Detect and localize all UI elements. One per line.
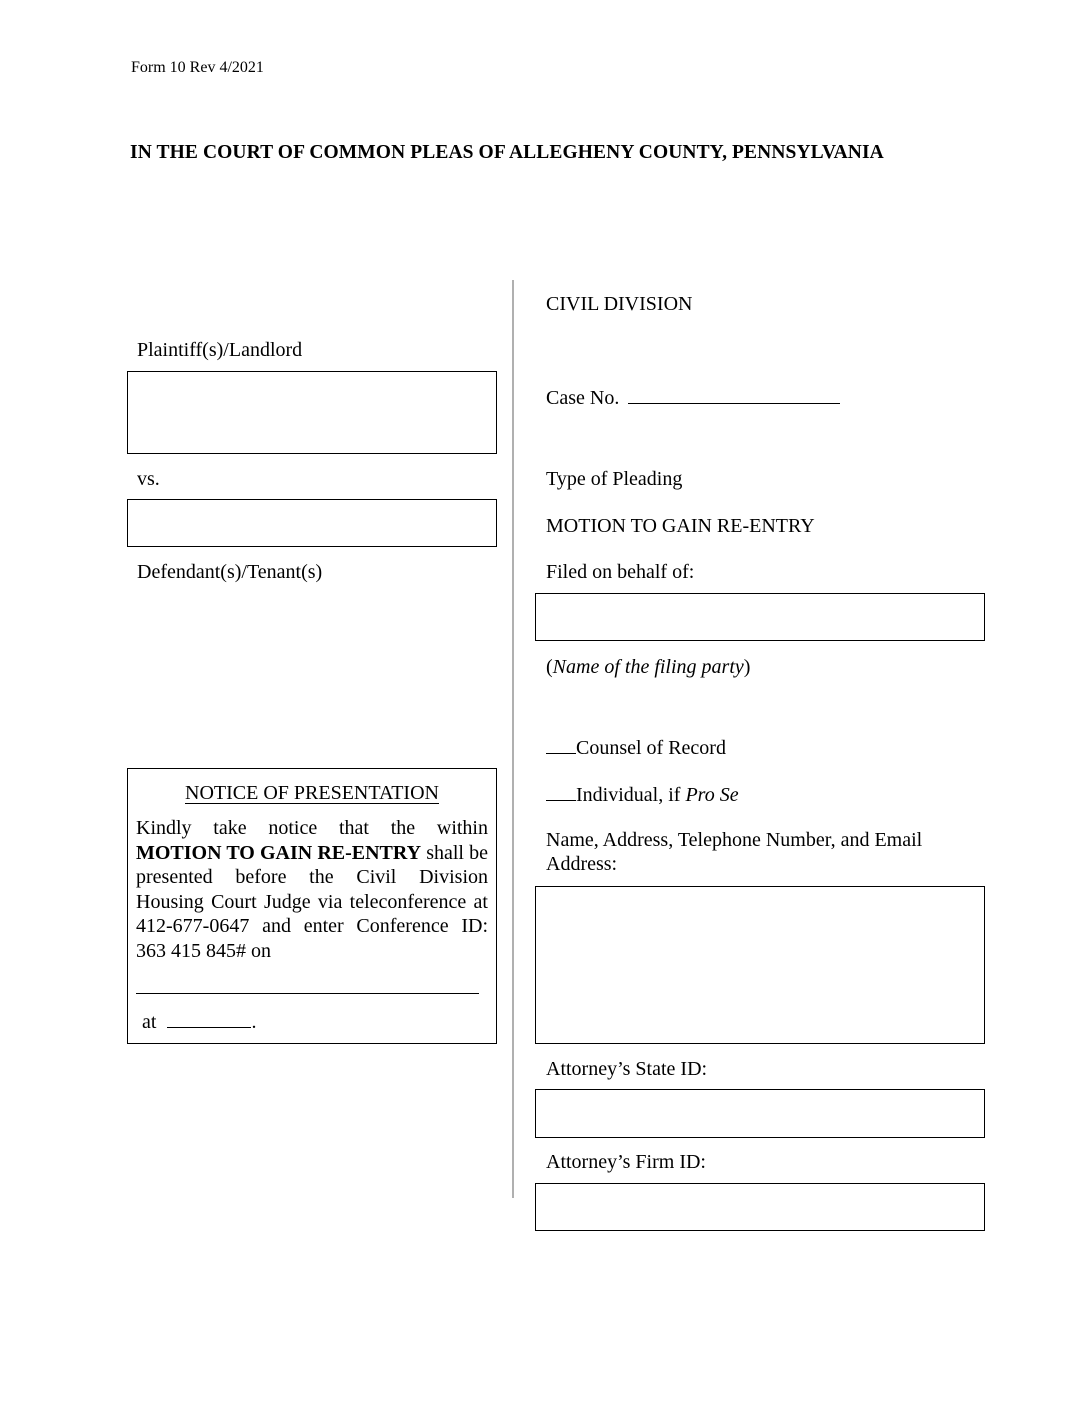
contact-info-label: Name, Address, Telephone Number, and Email Address: <box>546 829 923 875</box>
individual-pro-se-option[interactable] <box>546 782 739 807</box>
vs-label: vs. <box>137 468 160 490</box>
filed-on-behalf-label: Filed on behalf of: <box>546 561 695 583</box>
notice-of-presentation-box <box>127 768 497 1044</box>
form-revision-label: Form 10 Rev 4/2021 <box>131 59 264 76</box>
notice-title <box>128 781 496 805</box>
individual-option-label: Individual, if <box>576 784 681 806</box>
presentation-time-row <box>142 1009 256 1034</box>
case-number-label: Case No. <box>546 387 620 409</box>
presentation-date-line[interactable] <box>136 993 479 994</box>
filing-party-hint <box>546 655 750 679</box>
plaintiff-field[interactable] <box>127 371 497 454</box>
defendant-field[interactable] <box>127 499 497 547</box>
filed-on-behalf-field[interactable] <box>535 593 985 641</box>
attorney-firm-id-label: Attorney’s Firm ID: <box>546 1151 706 1173</box>
individual-checkbox-line[interactable] <box>546 782 576 801</box>
notice-body <box>136 816 488 963</box>
notice-motion-title: MOTION TO GAIN RE-ENTRY <box>136 841 422 864</box>
counsel-option-label: Counsel of Record <box>576 737 726 759</box>
filing-party-hint-text: Name of the filing party <box>552 656 744 678</box>
counsel-checkbox-line[interactable] <box>546 735 576 754</box>
counsel-of-record-option[interactable] <box>546 735 726 760</box>
presentation-time-line[interactable] <box>167 1009 251 1028</box>
attorney-firm-id-field[interactable] <box>535 1183 985 1231</box>
at-suffix: . <box>251 1011 257 1033</box>
defendant-label: Defendant(s)/Tenant(s) <box>137 561 323 583</box>
attorney-state-id-label: Attorney’s State ID: <box>546 1058 708 1080</box>
pleading-type-value: MOTION TO GAIN RE-ENTRY <box>546 515 815 537</box>
notice-title-text: NOTICE OF PRESENTATION <box>185 782 439 804</box>
contact-info-field[interactable] <box>535 886 985 1044</box>
division-label: CIVIL DIVISION <box>546 293 693 315</box>
case-number-row <box>546 385 840 410</box>
pleading-type-label: Type of Pleading <box>546 468 683 490</box>
case-number-line[interactable] <box>628 385 840 404</box>
column-divider <box>512 280 514 1198</box>
pro-se-text: Pro Se <box>685 784 739 806</box>
hint-close-paren: ) <box>743 656 751 678</box>
plaintiff-label: Plaintiff(s)/Landlord <box>137 339 303 361</box>
attorney-state-id-field[interactable] <box>535 1089 985 1138</box>
court-title: IN THE COURT OF COMMON PLEAS OF ALLEGHENY COUNTY, PENNSYLVANIA <box>130 142 884 163</box>
at-label: at <box>142 1011 157 1033</box>
notice-text-1: Kindly take notice that the within <box>136 817 488 839</box>
notice-text-2: shall be presented before the Civil Division Housing Court Judge via teleconference at 412-677-0647 and enter Conference ID: 363 415 845# on <box>136 841 488 962</box>
hint-open-paren: ( <box>546 656 553 678</box>
